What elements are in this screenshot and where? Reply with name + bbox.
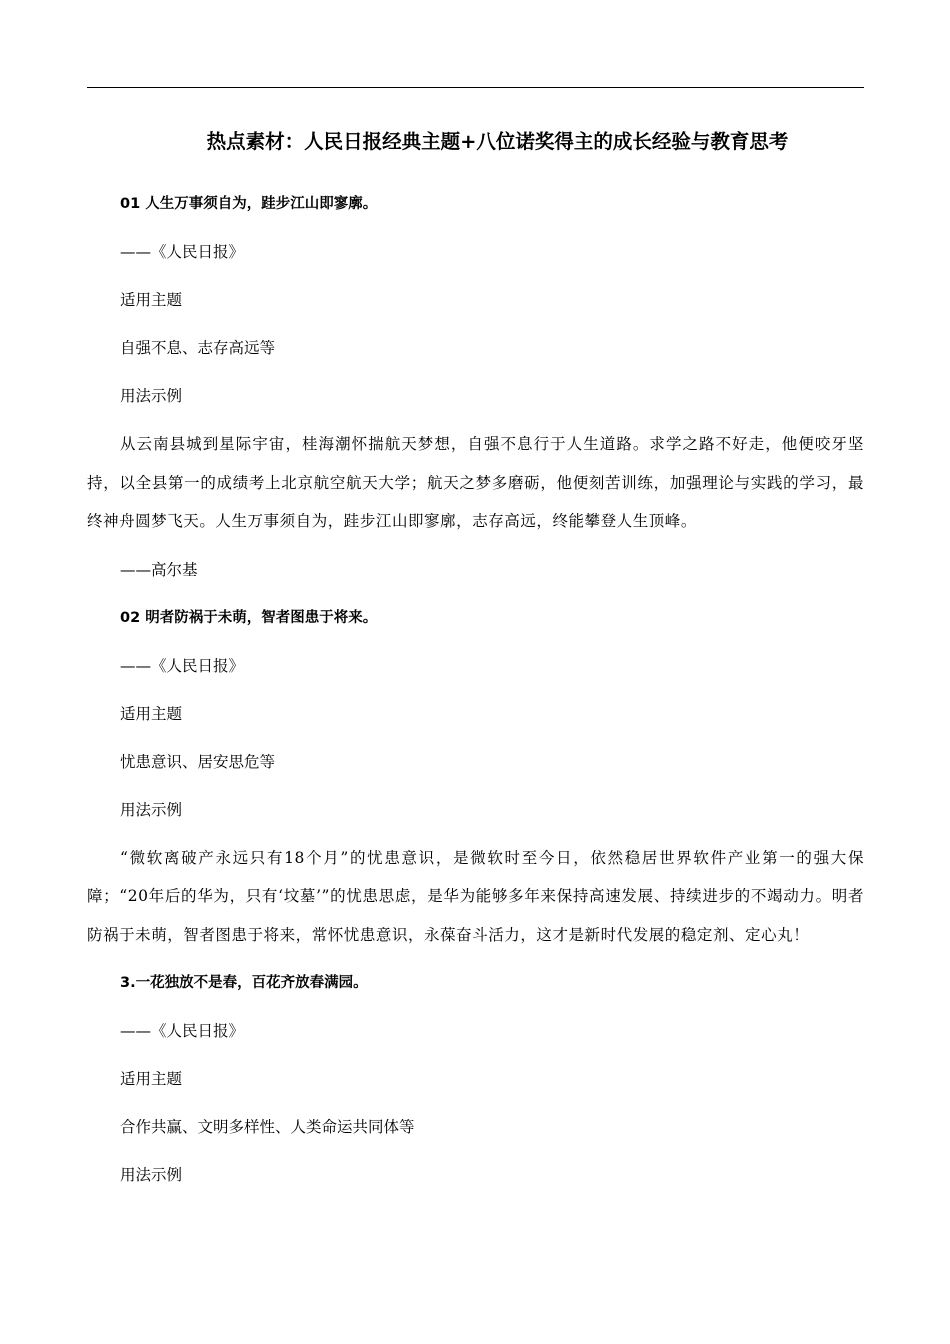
- section-1-heading: 01 人生万事须自为，跬步江山即寥廓。: [120, 196, 378, 212]
- section-1-attribution: ——高尔基: [120, 560, 198, 579]
- section-1-themes: 自强不息、志存高远等: [120, 339, 276, 357]
- section-2-example-label: 用法示例: [120, 800, 183, 819]
- section-1-source: ——《人民日报》: [120, 243, 245, 261]
- section-1-theme-label: 适用主题: [120, 291, 183, 309]
- section-2-example: “微软离破产永远只有18个月”的忧患意识，是微软时至今日，依然稳居世界软件产业第一的强大保障；“20年后的华为，只有‘坟墓’”的忧患思虑，是华为能够多年来保持高速发展、持续进步的不竭动力。明者防祸于未萌，智者图患于将来，常怀忧患意识，永葆奋斗活力，这才是新时代发展的稳定剂、定心丸！: [87, 848, 864, 944]
- section-1-example-label: 用法示例: [120, 387, 183, 405]
- section-2-theme-label: 适用主题: [120, 704, 183, 723]
- section-3-source: ——《人民日报》: [120, 1022, 245, 1040]
- document-body: [87, 180, 864, 1199]
- section-3-example-label: 用法示例: [120, 1166, 183, 1184]
- section-3-themes: 合作共赢、文明多样性、人类命运共同体等: [120, 1118, 415, 1136]
- section-2-themes: 忧患意识、居安思危等: [120, 752, 276, 771]
- section-2-source: ——《人民日报》: [120, 656, 245, 675]
- document-title: 热点素材：人民日报经典主题+八位诺奖得主的成长经验与教育思考: [206, 130, 789, 153]
- section-3-theme-label: 适用主题: [120, 1070, 183, 1088]
- header-rule: [87, 87, 864, 88]
- section-1-example: 从云南县城到星际宇宙，桂海潮怀揣航天梦想，自强不息行于人生道路。求学之路不好走，他便咬牙坚持，以全县第一的成绩考上北京航空航天大学；航天之梦多磨砺，他便刻苦训练，加强理论与实践的学习，最终神舟圆梦飞天。人生万事须自为，跬步江山即寥廓，志存高远，终能攀登人生顶峰。: [87, 435, 864, 530]
- section-2-heading: 02 明者防祸于未萌，智者图患于将来。: [120, 609, 378, 626]
- section-3-heading: 3.一花独放不是春，百花齐放春满园。: [120, 975, 368, 991]
